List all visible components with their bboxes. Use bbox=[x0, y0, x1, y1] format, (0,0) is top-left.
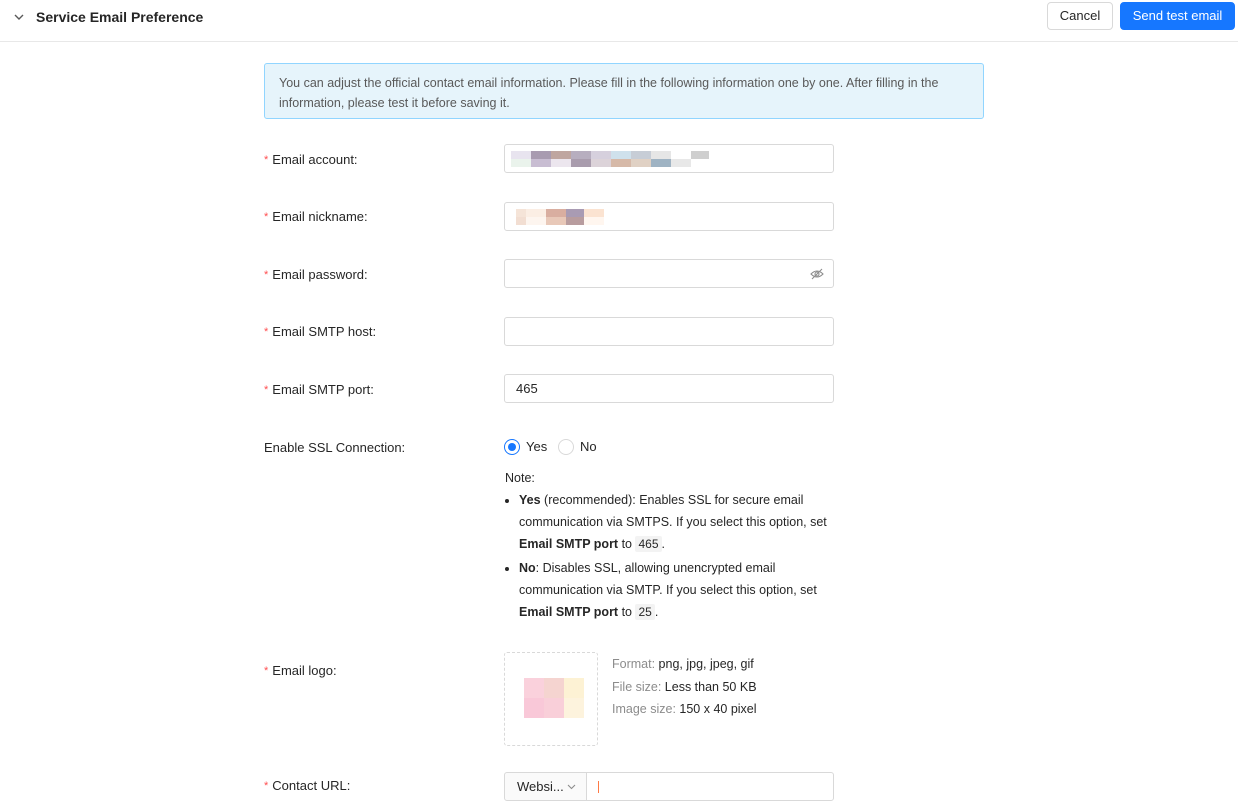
ssl-label: Enable SSL Connection: bbox=[264, 440, 406, 455]
chevron-down-icon bbox=[566, 781, 577, 792]
logo-preview bbox=[524, 678, 584, 718]
logo-size-hint: File size: Less than 50 KB bbox=[612, 680, 757, 694]
email-password-label: * Email password: bbox=[264, 267, 368, 282]
page-title: Service Email Preference bbox=[36, 9, 204, 25]
radio-unchecked-icon[interactable] bbox=[558, 439, 574, 455]
email-account-input[interactable] bbox=[504, 144, 834, 173]
email-nickname-input[interactable] bbox=[504, 202, 834, 231]
contact-url-input[interactable] bbox=[586, 772, 834, 801]
logo-upload[interactable] bbox=[504, 652, 598, 746]
note-item-yes: • Yes (recommended): Enables SSL for secure email communication via SMTPS. If you select this option, set Email SMTP port to 465 . bbox=[519, 489, 835, 555]
email-logo-label: * Email logo: bbox=[264, 663, 337, 678]
required-mark: * bbox=[264, 665, 269, 677]
smtp-host-field[interactable] bbox=[516, 318, 822, 345]
smtp-port-input[interactable] bbox=[504, 374, 834, 403]
page-header bbox=[0, 0, 1238, 42]
email-nickname-label: * Email nickname: bbox=[264, 209, 368, 224]
required-mark: * bbox=[264, 326, 269, 338]
ssl-radio-no[interactable] bbox=[558, 439, 597, 455]
note-title: Note: bbox=[505, 471, 535, 485]
radio-label-no: No bbox=[580, 439, 597, 454]
contact-url-type-select[interactable] bbox=[504, 772, 587, 801]
eye-hidden-icon[interactable] bbox=[810, 267, 824, 281]
redacted-text bbox=[511, 151, 711, 167]
port-code: 25 bbox=[635, 604, 654, 620]
radio-checked-icon[interactable] bbox=[504, 439, 520, 455]
contact-url-label: * Contact URL: bbox=[264, 778, 351, 793]
required-mark: * bbox=[264, 384, 269, 396]
required-mark: * bbox=[264, 211, 269, 223]
cancel-button[interactable]: Cancel bbox=[1047, 2, 1113, 30]
email-password-input[interactable] bbox=[504, 259, 834, 288]
smtp-port-value: 465 bbox=[516, 381, 538, 396]
note-item-no: • No: Disables SSL, allowing unencrypted email communication via SMTP. If you select this option, set Email SMTP port to 25 . bbox=[519, 557, 835, 623]
required-mark: * bbox=[264, 269, 269, 281]
radio-label-yes: Yes bbox=[526, 439, 548, 454]
logo-format-hint: Format: png, jpg, jpeg, gif bbox=[612, 657, 754, 671]
email-account-label: * Email account: bbox=[264, 152, 358, 167]
contact-url-type-value: Websi... bbox=[517, 779, 564, 794]
text-caret bbox=[598, 781, 599, 793]
ssl-note bbox=[505, 467, 835, 625]
smtp-host-label: * Email SMTP host: bbox=[264, 324, 377, 339]
info-alert: You can adjust the official contact email information. Please fill in the following information one by one. After filling in the information, please test it before saving it. bbox=[264, 63, 984, 119]
required-mark: * bbox=[264, 780, 269, 792]
note-list bbox=[519, 489, 835, 623]
smtp-port-label: * Email SMTP port: bbox=[264, 382, 374, 397]
logo-dimension-hint: Image size: 150 x 40 pixel bbox=[612, 702, 757, 716]
required-mark: * bbox=[264, 154, 269, 166]
port-code: 465 bbox=[635, 536, 661, 552]
send-test-email-button[interactable]: Send test email bbox=[1120, 2, 1235, 30]
redacted-text bbox=[516, 209, 606, 225]
ssl-radio-yes[interactable] bbox=[504, 439, 547, 455]
smtp-host-input[interactable] bbox=[504, 317, 834, 346]
chevron-down-icon[interactable] bbox=[12, 10, 26, 24]
